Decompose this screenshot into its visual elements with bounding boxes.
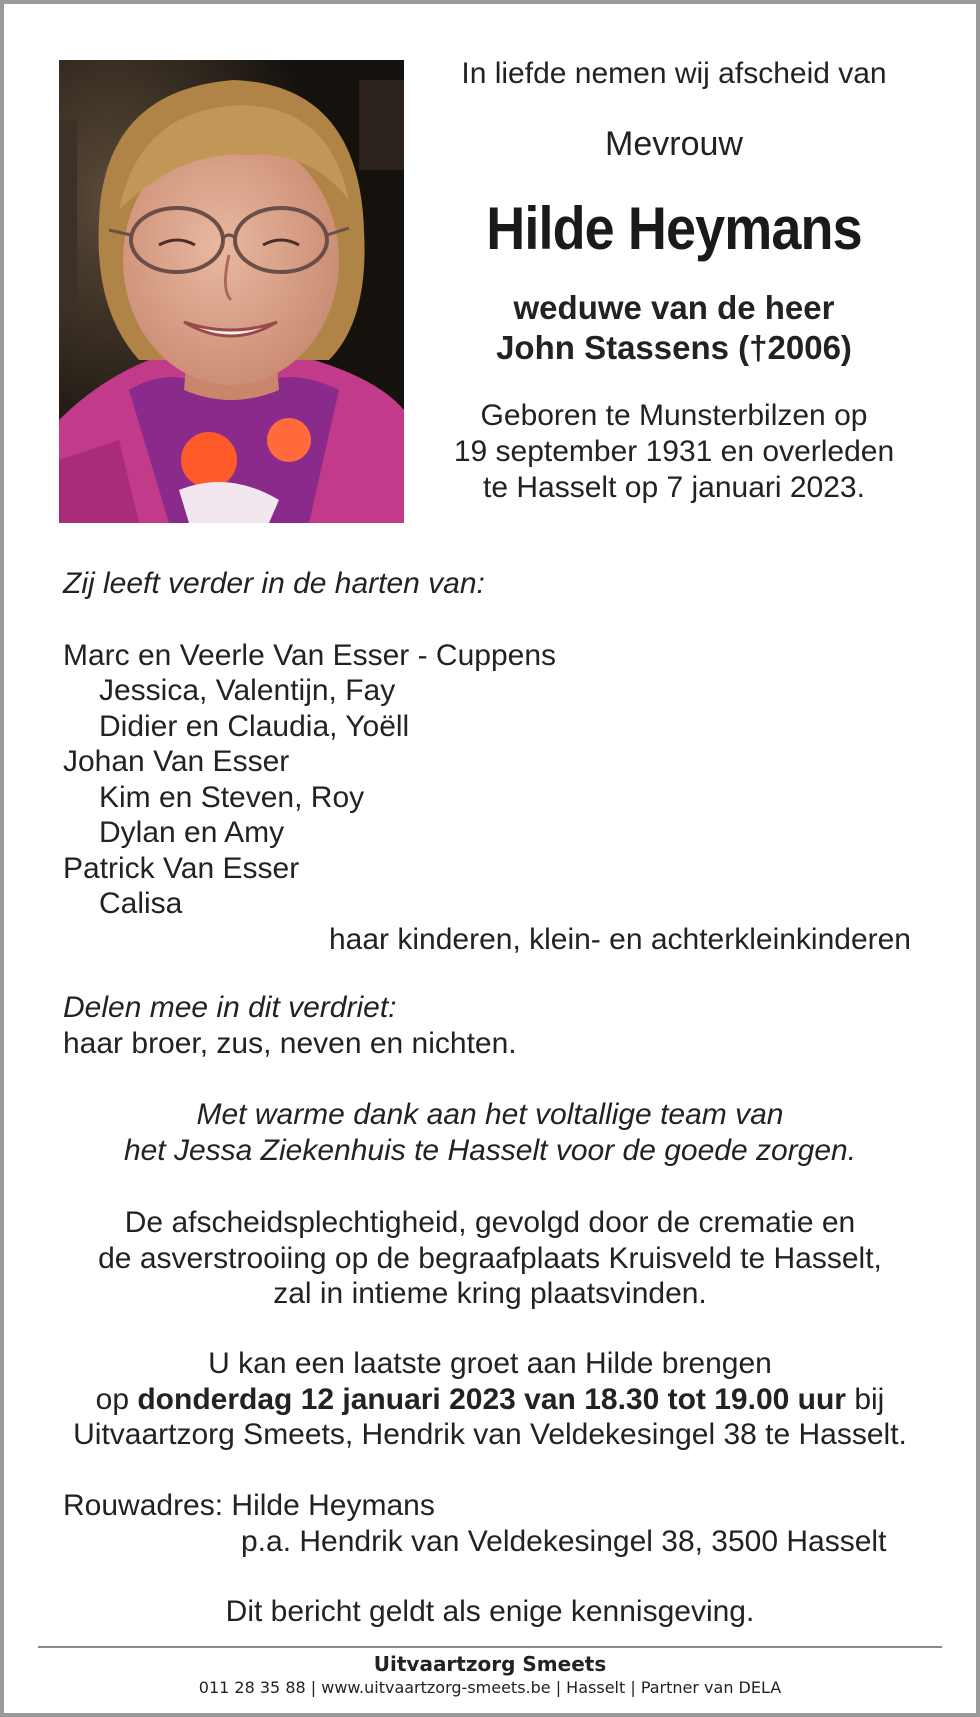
- address-line: p.a. Hendrik van Veldekesingel 38, 3500 Hasselt: [241, 1524, 887, 1558]
- intro-text: In liefde nemen wij afscheid van: [461, 57, 887, 90]
- family-list: [63, 638, 917, 922]
- share-heading: Delen mee in dit verdriet:: [63, 991, 397, 1024]
- family-section: [63, 566, 917, 957]
- family-line: Kim en Steven, Roy: [99, 780, 365, 814]
- widow-line: weduwe van de heer: [513, 289, 835, 326]
- widow-info: [424, 288, 924, 368]
- family-line: Jessica, Valentijn, Fay: [99, 674, 396, 707]
- share-section: [63, 990, 917, 1061]
- title-word: Mevrouw: [605, 125, 743, 163]
- family-line: Patrick Van Esser: [63, 851, 300, 885]
- visit-pre: op: [95, 1382, 130, 1416]
- portrait-photo: [59, 60, 404, 523]
- family-heading: Zij leeft verder in de harten van:: [63, 567, 485, 600]
- family-line: Johan Van Esser: [63, 745, 290, 778]
- family-line: Didier en Claudia, Yoëll: [99, 709, 410, 743]
- ceremony-section: [63, 1205, 917, 1312]
- deceased-name: Hilde Heymans: [486, 195, 862, 262]
- visit-post: bij: [854, 1382, 885, 1416]
- widow-line: John Stassens (†2006): [496, 329, 852, 366]
- ceremony-line: zal in intieme kring plaatsvinden.: [273, 1277, 707, 1310]
- address-line: Rouwadres: Hilde Heymans: [63, 1489, 435, 1522]
- thanks-section: [63, 1097, 917, 1168]
- family-line: Calisa: [99, 887, 183, 920]
- visit-datetime: donderdag 12 januari 2023 van 18.30 tot 19.00 uur: [137, 1382, 846, 1416]
- visit-section: [63, 1346, 917, 1453]
- birth-death-info: [424, 398, 924, 506]
- birth-line: te Hasselt op 7 januari 2023.: [483, 471, 865, 504]
- ceremony-line: De afscheidsplechtigheid, gevolgd door de crematie en: [124, 1206, 856, 1239]
- birth-line: 19 september 1931 en overleden: [453, 435, 895, 468]
- address-section: [63, 1488, 917, 1559]
- family-line: Marc en Veerle Van Esser - Cuppens: [63, 638, 557, 672]
- thanks-line: het Jessa Ziekenhuis te Hasselt voor de goede zorgen.: [123, 1133, 857, 1167]
- closing-notice: Dit bericht geldt als enige kennisgeving.: [225, 1595, 755, 1628]
- thanks-line: Met warme dank aan het voltallige team van: [196, 1098, 784, 1131]
- footer: [4, 1652, 976, 1700]
- visit-line: U kan een laatste groet aan Hilde brengen: [208, 1347, 772, 1380]
- visit-line: Uitvaartzorg Smeets, Hendrik van Veldekesingel 38 te Hasselt.: [73, 1418, 907, 1451]
- footer-divider: [38, 1646, 942, 1648]
- company-contact: 011 28 35 88 | www.uitvaartzorg-smeets.be | Hasselt | Partner van DELA: [198, 1678, 782, 1697]
- family-line: Dylan en Amy: [99, 816, 285, 849]
- ceremony-line: de asverstrooiing op de begraafplaats Kruisveld te Hasselt,: [98, 1241, 882, 1275]
- portrait-image: [59, 60, 404, 523]
- family-relation: haar kinderen, klein- en achterkleinkinderen: [328, 922, 911, 956]
- notice-header: [424, 54, 924, 506]
- share-text: haar broer, zus, neven en nichten.: [63, 1026, 517, 1060]
- birth-line: Geboren te Munsterbilzen op: [480, 399, 868, 432]
- visit-line: [63, 1382, 917, 1418]
- funeral-company: Uitvaartzorg Smeets: [373, 1652, 607, 1676]
